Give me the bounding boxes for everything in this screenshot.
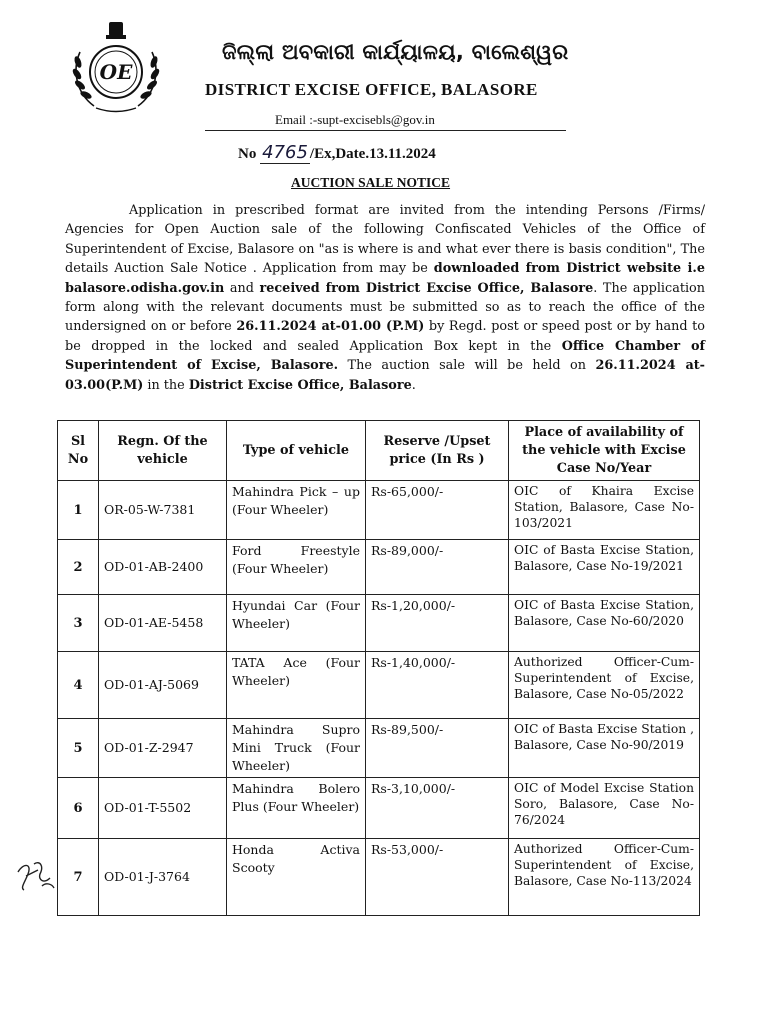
excise-emblem-logo — [66, 18, 166, 118]
cell-regn: OD-01-T-5502 — [99, 778, 227, 839]
body-text-3: . The application form along with the relevant documents must be submitted so as to reach the office of the undersigned on or before — [65, 280, 705, 335]
body-text-6: in the — [143, 377, 189, 393]
header-place: Place of availability of the vehicle with Excise Case No/Year — [509, 421, 700, 481]
body-text-4: by Regd. post or speed post or by hand to be dropped in the locked and sealed Application Box kept in the — [65, 319, 705, 354]
cell-type: TATA Ace (Four Wheeler) — [227, 652, 366, 719]
cell-sl: 7 — [58, 839, 99, 916]
notice-body — [65, 201, 705, 395]
cell-regn: OD-01-AE-5458 — [99, 595, 227, 652]
body-text-1: Application in prescribed format are invited from the intending Persons /Firms/ Agencies for Open Auction sale of the following Confiscated Vehicles of the Office of Superintendent of Excise, Balasore on "as is where is and what ever there is basis condition", The details Auction Sale Notice . Application from may be — [65, 203, 705, 277]
cell-price: Rs-65,000/- — [366, 481, 509, 540]
cell-place: Authorized Officer-Cum-Superintendent of Excise, Balasore, Case No-05/2022 — [509, 652, 700, 719]
cell-regn: OD-01-AJ-5069 — [99, 652, 227, 719]
notice-title: AUCTION SALE NOTICE — [291, 175, 451, 190]
cell-type: Hyundai Car (Four Wheeler) — [227, 595, 366, 652]
cell-sl: 4 — [58, 652, 99, 719]
cell-price: Rs-89,000/- — [366, 540, 509, 595]
cell-price: Rs-89,500/- — [366, 719, 509, 778]
cell-regn: OD-01-J-3764 — [99, 839, 227, 916]
cell-regn: OR-05-W-7381 — [99, 481, 227, 540]
cell-sl: 6 — [58, 778, 99, 839]
body-bold-deadline: 26.11.2024 at-01.00 (P.M) — [236, 319, 425, 335]
cell-place: OIC of Basta Excise Station, Balasore, Case No-19/2021 — [509, 540, 700, 595]
cell-sl: 3 — [58, 595, 99, 652]
cell-place: OIC of Khaira Excise Station, Balasore, Case No-103/2021 — [509, 481, 700, 540]
table-row — [58, 595, 700, 652]
notice-paragraph — [65, 201, 705, 395]
body-bold-venue: District Excise Office, Balasore — [188, 377, 412, 393]
odia-office-title: ଜିଲ୍ଲା ଅବକାରୀ କାର୍ଯ୍ୟାଳୟ, ବାଲେଶ୍ୱର — [222, 40, 569, 64]
body-bold-auction-date: 26.11.2024 at-03.00(P.M) — [65, 358, 705, 393]
header-sl-no: Sl No — [58, 421, 99, 481]
handwritten-signature — [14, 858, 58, 894]
cell-price: Rs-53,000/- — [366, 839, 509, 916]
table-row — [58, 481, 700, 540]
cell-price: Rs-1,40,000/- — [366, 652, 509, 719]
cell-sl: 5 — [58, 719, 99, 778]
cell-regn: OD-01-AB-2400 — [99, 540, 227, 595]
auction-vehicle-table — [57, 420, 700, 916]
body-text-5: The auction sale will be held on — [338, 358, 596, 374]
header-divider — [205, 130, 566, 131]
reference-prefix: No — [238, 146, 257, 162]
reference-suffix: /Ex,Date.13.11.2024 — [309, 146, 436, 162]
body-bold-received: received from District Excise Office, Balasore — [259, 280, 594, 296]
cell-place: OIC of Basta Excise Station, Balasore, Case No-60/2020 — [509, 595, 700, 652]
cell-place: Authorized Officer-Cum-Superintendent of Excise, Balasore, Case No-113/2024 — [509, 839, 700, 916]
cell-regn: OD-01-Z-2947 — [99, 719, 227, 778]
cell-place: OIC of Basta Excise Station , Balasore, Case No-90/2019 — [509, 719, 700, 778]
header-type: Type of vehicle — [227, 421, 366, 481]
emblem-letters: OE — [99, 60, 133, 84]
header-price: Reserve /Upset price (In Rs ) — [366, 421, 509, 481]
cell-type: Ford Freestyle (Four Wheeler) — [227, 540, 366, 595]
body-bold-chamber: Office Chamber of Superintendent of Excise, Balasore. — [65, 338, 705, 374]
table-row — [58, 652, 700, 719]
cell-place: OIC of Model Excise Station Soro, Balasore, Case No-76/2024 — [509, 778, 700, 839]
cell-price: Rs-1,20,000/- — [366, 595, 509, 652]
table-row — [58, 839, 700, 916]
cell-type: Mahindra Pick – up (Four Wheeler) — [227, 481, 366, 540]
cell-sl: 2 — [58, 540, 99, 595]
reference-number: 4765 — [262, 142, 308, 163]
body-bold-download: downloaded from District website i.e balasore.odisha.gov.in — [65, 261, 705, 296]
table-row — [58, 778, 700, 839]
cell-price: Rs-3,10,000/- — [366, 778, 509, 839]
body-text-2: and — [224, 280, 260, 296]
header-regn: Regn. Of the vehicle — [99, 421, 227, 481]
office-email: Email :-supt-excisebls@gov.in — [275, 112, 435, 127]
reference-line — [238, 142, 436, 163]
table-row — [58, 719, 700, 778]
cell-type: Honda Activa Scooty — [227, 839, 366, 916]
cell-sl: 1 — [58, 481, 99, 540]
cell-type: Mahindra Bolero Plus (Four Wheeler) — [227, 778, 366, 839]
table-header-row — [58, 421, 700, 481]
cell-type: Mahindra Supro Mini Truck (Four Wheeler) — [227, 719, 366, 778]
office-title: DISTRICT EXCISE OFFICE, BALASORE — [205, 80, 538, 99]
table-row — [58, 540, 700, 595]
body-text-7: . — [411, 377, 416, 393]
